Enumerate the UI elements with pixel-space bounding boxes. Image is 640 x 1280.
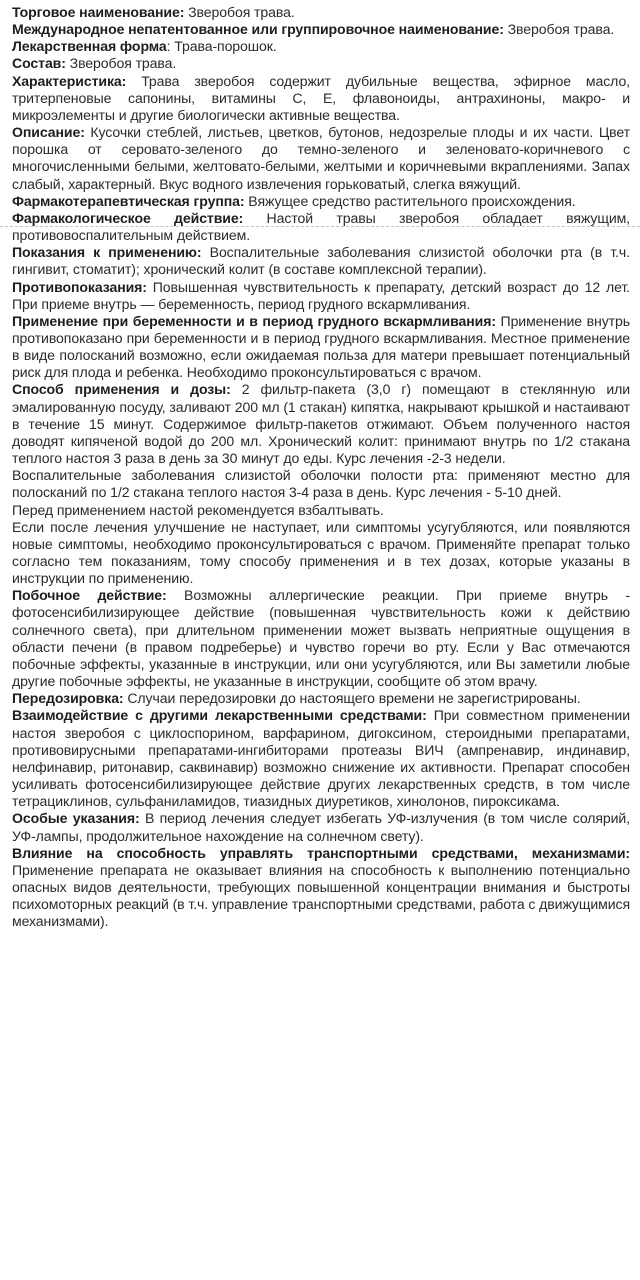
section-description (12, 124, 630, 193)
section-text: Случаи передозировки до настоящего времени не зарегистрированы. (123, 690, 581, 707)
section-composition (12, 55, 630, 72)
section-heading: Влияние на способность управлять транспортными средствами, механизмами: (12, 844, 630, 861)
section-text: Зверобоя трава. (65, 55, 177, 72)
section-text: Зверобоя трава. (503, 21, 615, 38)
section-text: Воспалительные заболевания слизистой оболочки полости рта: применяют местно для полосканий по 1/2 стакана теплого настоя 3-4 раза в день. Курс лечения - 5-10 дней. (12, 467, 630, 501)
section-trade-name (12, 4, 630, 21)
section-dosage (12, 381, 630, 467)
section-text: Настой травы зверобоя обладает вяжущим, противовоспалительным действием. (12, 209, 630, 244)
section-contraindications (12, 279, 630, 313)
section-heading: Фармакологическое действие: (12, 209, 244, 226)
section-heading: Взаимодействие с другими лекарственными средствами: (12, 707, 427, 724)
section-text: Применение внутрь противопоказано при беременности и в период грудного вскармливания. Местное применение в виде полосканий возможно, если ожидаемая польза для матери превышает потенциальный риск для плода и ребенка. Необходимо проконсультироваться с врачом. (12, 312, 630, 381)
section-text: Если после лечения улучшение не наступает, или симптомы усугубляются, или появляются новые симптомы, необходимо проконсультироваться с врачом. Применяйте препарат только согласно тем показаниям, тому способу применения и в тех дозах, которые указаны в инструкции по применению. (12, 518, 630, 587)
section-heading: Характеристика: (12, 72, 127, 89)
section-interactions (12, 707, 630, 810)
paragraph-consult-doctor (12, 519, 630, 588)
section-pregnancy (12, 313, 630, 382)
section-text: При совместном применении настоя зверобоя с циклоспорином, варфарином, дигоксином, стероидными препаратами, противовирусными препаратами-ингибиторами протеазы ВИЧ (ампренавир, индинавир, нелфинавир, ритонавир, саквинавир) возможно снижение их активности. Препарат способен усиливать фотосенсибилизирующее действие других лекарственных средств, в том числе тетрациклинов, сульфаниламидов, тиазидных диуретиков, хинолонов, пироксикама. (12, 707, 630, 810)
section-heading: Передозировка: (12, 690, 124, 707)
section-text: Возможны аллергические реакции. При приеме внутрь - фотосенсибилизирующее действие (повышенная чувствительность кожи к действию солнечного света), при длительном применении может вызвать неприятные ощущения в области печени (в правом подреберье) и чувство горечи во рту. Если у Вас отмечаются побочные эффекты, указанные в инструкции, или они усугубляются, или Вы заметили любые другие побочные эффекты, не указанные в инструкции, сообщите об этом врачу. (12, 587, 631, 690)
section-indications (12, 244, 630, 278)
section-heading: Международное непатентованное или группировочное наименование: (12, 21, 504, 38)
section-heading: Особые указания: (12, 810, 140, 827)
section-text: Кусочки стеблей, листьев, цветков, бутонов, недозрелые плоды и их части. Цвет порошка от серовато-зеленого до темно-зеленого и зеленовато-коричневого с многочисленными белыми, желтовато-белыми, желтыми и коричневыми вкраплениями. Запах слабый, характерный. Вкус водного извлечения горьковатый, слегка вяжущий. (12, 124, 630, 192)
section-inn (12, 21, 630, 38)
section-side-effects (12, 587, 630, 690)
section-heading: Противопоказания: (12, 278, 147, 295)
section-dosage-form (12, 38, 630, 55)
paragraph-shake-note (12, 502, 630, 519)
section-heading: Побочное действие: (12, 587, 167, 604)
section-overdose (12, 690, 630, 707)
section-text: : Трава-порошок. (166, 38, 277, 55)
section-heading: Применение при беременности и в период грудного вскармливания: (12, 312, 496, 329)
section-heading: Описание: (12, 124, 85, 141)
section-text: 2 фильтр-пакета (3,0 г) помещают в стеклянную или эмалированную посуду, заливают 200 мл (1 стакан) кипятка, накрывают крышкой и настаивают в течение 15 минут. Содержимое фильтр-пакетов отжимают. Объем полученного настоя доводят кипяченой водой до 200 мл. Хронический колит: принимают внутрь по 1/2 стакана теплого настоя 3 раза в день за 30 минут до еды. Курс лечения -2-3 недели. (12, 381, 630, 467)
section-text: Перед применением настой рекомендуется взбалтывать. (12, 501, 384, 518)
section-special-instructions (12, 810, 630, 844)
section-text: Вяжущее средство растительного происхождения. (244, 192, 576, 209)
section-heading: Показания к применению: (12, 244, 202, 261)
section-text: Применение препарата не оказывает влияния на способность к выполнению потенциально опасных видов деятельности, требующих повышенной концентрации внимания и быстроты психомоторных реакций (в т.ч. управление транспортными средствами, работа с движущимися механизмами). (12, 861, 630, 930)
section-driving (12, 845, 630, 931)
section-heading: Фармакотерапевтическая группа: (12, 192, 245, 209)
section-text: Повышенная чувствительность к препарату, детский возраст до 12 лет. При приеме внутрь — беременность, период грудного вскармливания. (12, 278, 630, 312)
page-fold-line (0, 226, 640, 227)
paragraph-oral-inflammation (12, 467, 630, 501)
section-text: Воспалительные заболевания слизистой оболочки рта (в т.ч. гингивит, стоматит); хронический колит (в составе комплексной терапии). (12, 244, 630, 278)
section-heading: Лекарственная форма (12, 38, 167, 55)
section-text: В период лечения следует избегать УФ-излучения (в том числе солярий, УФ-лампы, продолжительное нахождение на солнечном свету). (12, 810, 631, 844)
section-pharmacological-action (12, 210, 630, 244)
section-heading: Состав: (12, 55, 66, 72)
section-characteristics (12, 73, 630, 124)
section-heading: Торговое наименование: (12, 4, 185, 20)
section-heading: Способ применения и дозы: (12, 381, 231, 398)
section-text: Зверобоя трава. (184, 4, 295, 20)
section-text: Трава зверобоя содержит дубильные вещества, эфирное масло, тритерпеновые сапонины, витамины С, Е, флавоноиды, антрахиноны, макро- и микроэлементы и другие биологически активные вещества. (12, 72, 630, 123)
section-pharmacotherapeutic-group (12, 193, 630, 210)
